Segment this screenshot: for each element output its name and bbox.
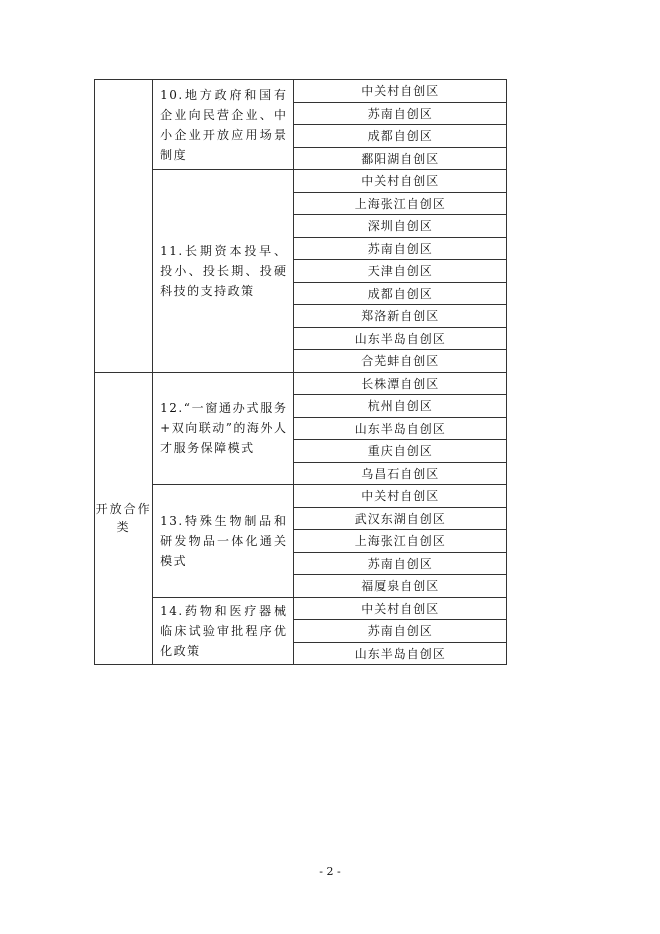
policy-cell: 14.药物和医疗器械临床试验审批程序优化政策 bbox=[153, 597, 294, 665]
policy-table bbox=[94, 79, 507, 665]
zone-cell: 杭州自创区 bbox=[294, 395, 507, 418]
zone-cell: 乌昌石自创区 bbox=[294, 462, 507, 485]
category-cell bbox=[95, 80, 153, 373]
zone-cell: 郑洛新自创区 bbox=[294, 305, 507, 328]
policy-cell: 10.地方政府和国有企业向民营企业、中小企业开放应用场景制度 bbox=[153, 80, 294, 170]
policy-cell: 11.长期资本投早、投小、投长期、投硬科技的支持政策 bbox=[153, 170, 294, 373]
table-row bbox=[95, 485, 507, 508]
zone-cell: 苏南自创区 bbox=[294, 552, 507, 575]
zone-cell: 武汉东湖自创区 bbox=[294, 507, 507, 530]
policy-cell: 12.“一窗通办式服务+双向联动”的海外人才服务保障模式 bbox=[153, 372, 294, 485]
table-row bbox=[95, 80, 507, 103]
zone-cell: 天津自创区 bbox=[294, 260, 507, 283]
zone-cell: 苏南自创区 bbox=[294, 102, 507, 125]
policy-table-body bbox=[95, 80, 507, 665]
zone-cell: 合芜蚌自创区 bbox=[294, 350, 507, 373]
policy-cell: 13.特殊生物制品和研发物品一体化通关模式 bbox=[153, 485, 294, 598]
zone-cell: 成都自创区 bbox=[294, 282, 507, 305]
zone-cell: 中关村自创区 bbox=[294, 485, 507, 508]
zone-cell: 成都自创区 bbox=[294, 125, 507, 148]
page-number: - 2 - bbox=[319, 865, 341, 878]
zone-cell: 苏南自创区 bbox=[294, 237, 507, 260]
table-row bbox=[95, 372, 507, 395]
zone-cell: 中关村自创区 bbox=[294, 170, 507, 193]
zone-cell: 深圳自创区 bbox=[294, 215, 507, 238]
zone-cell: 中关村自创区 bbox=[294, 80, 507, 103]
table-row bbox=[95, 597, 507, 620]
zone-cell: 长株潭自创区 bbox=[294, 372, 507, 395]
category-cell: 开放合作类 bbox=[95, 372, 153, 665]
zone-cell: 上海张江自创区 bbox=[294, 192, 507, 215]
zone-cell: 山东半岛自创区 bbox=[294, 642, 507, 665]
zone-cell: 鄱阳湖自创区 bbox=[294, 147, 507, 170]
zone-cell: 山东半岛自创区 bbox=[294, 327, 507, 350]
zone-cell: 中关村自创区 bbox=[294, 597, 507, 620]
zone-cell: 福厦泉自创区 bbox=[294, 575, 507, 598]
zone-cell: 苏南自创区 bbox=[294, 620, 507, 643]
zone-cell: 上海张江自创区 bbox=[294, 530, 507, 553]
zone-cell: 山东半岛自创区 bbox=[294, 417, 507, 440]
zone-cell: 重庆自创区 bbox=[294, 440, 507, 463]
table-row bbox=[95, 170, 507, 193]
